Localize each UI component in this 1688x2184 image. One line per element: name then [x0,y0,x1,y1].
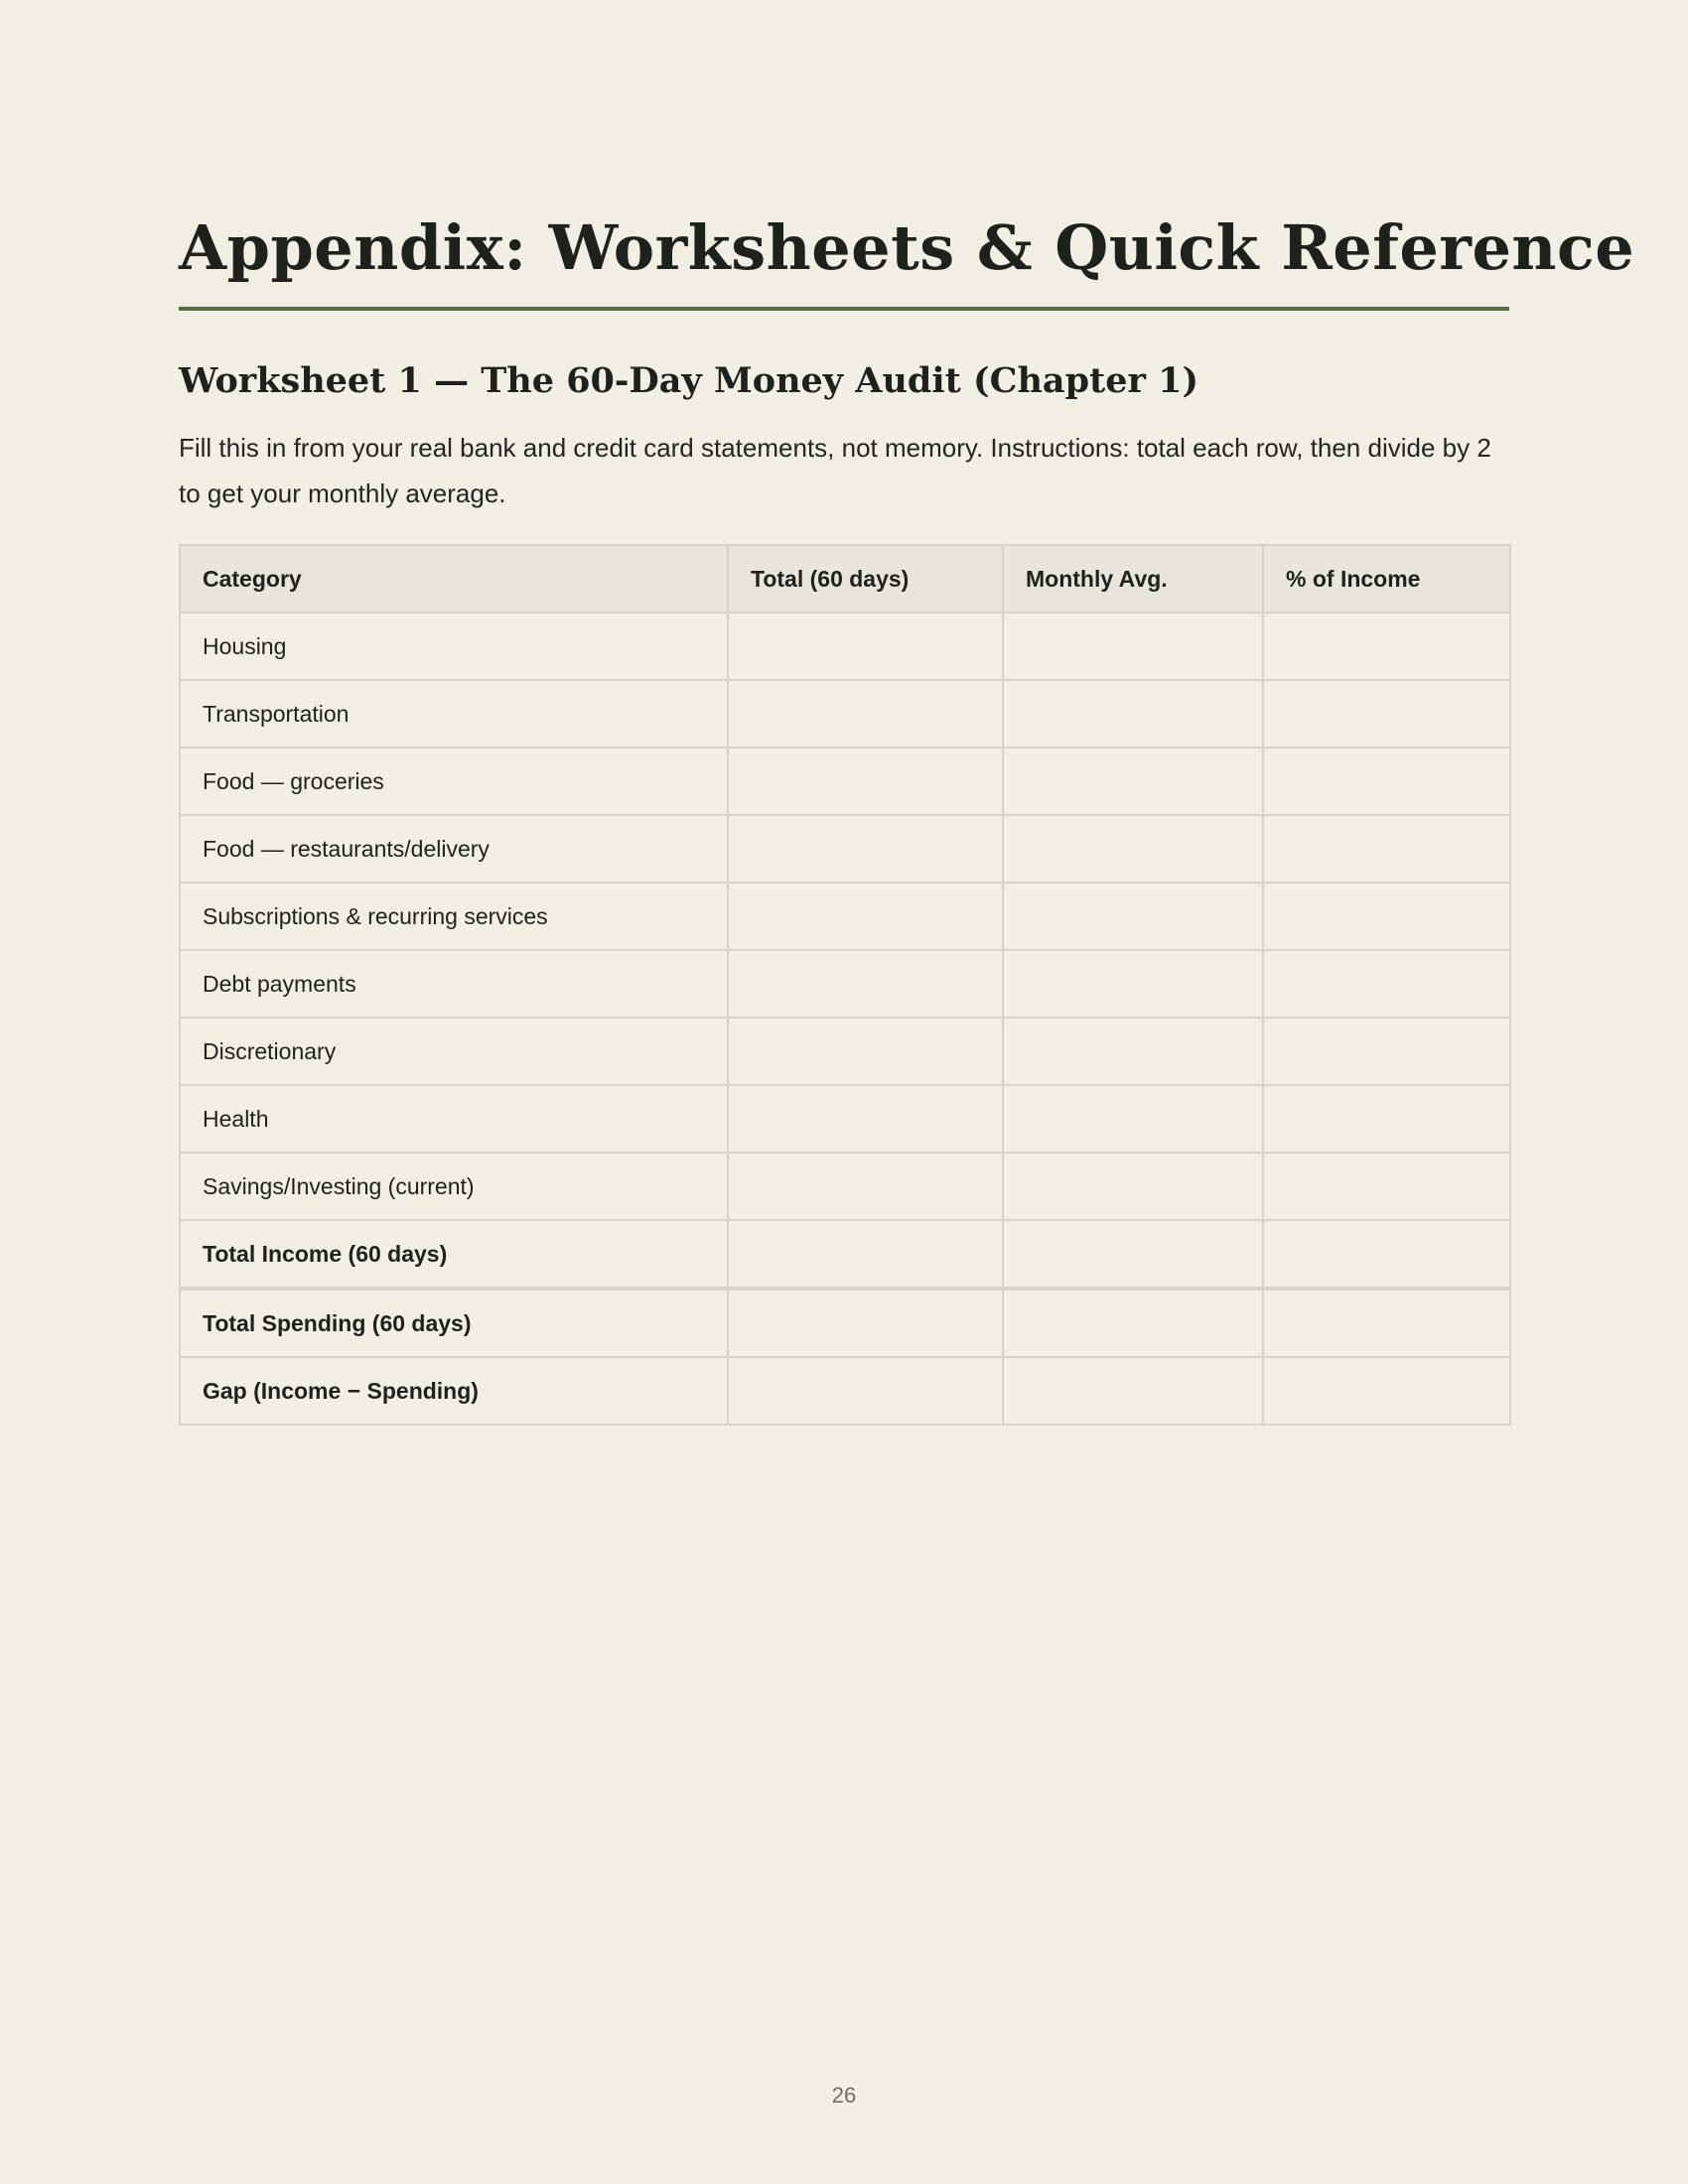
total-cell[interactable] [728,748,1003,815]
row-label: Debt payments [180,950,728,1018]
percent-income-cell[interactable] [1263,613,1510,680]
money-audit-table [179,544,1511,1426]
row-label: Food — restaurants/delivery [180,815,728,883]
row-label: Housing [180,613,728,680]
table-row [180,613,1510,680]
row-label: Subscriptions & recurring services [180,883,728,950]
total-cell[interactable] [728,1289,1003,1357]
percent-income-cell[interactable] [1263,680,1510,748]
percent-income-cell[interactable] [1263,883,1510,950]
percent-income-cell[interactable] [1263,1018,1510,1085]
row-label: Savings/Investing (current) [180,1153,728,1220]
total-cell[interactable] [728,1085,1003,1153]
monthly-avg-cell[interactable] [1003,1085,1263,1153]
summary-label: Total Income (60 days) [180,1220,728,1289]
page-number: 26 [831,2083,857,2108]
row-label: Transportation [180,680,728,748]
row-label: Health [180,1085,728,1153]
header-total-60-days: Total (60 days) [728,545,1003,613]
summary-label: Total Spending (60 days) [180,1289,728,1357]
monthly-avg-cell[interactable] [1003,1018,1263,1085]
monthly-avg-cell[interactable] [1003,950,1263,1018]
monthly-avg-cell[interactable] [1003,883,1263,950]
table-row [180,883,1510,950]
table-row [180,1153,1510,1220]
percent-income-cell[interactable] [1263,1357,1510,1425]
summary-row-total-income [180,1220,1510,1289]
table-row [180,950,1510,1018]
monthly-avg-cell[interactable] [1003,613,1263,680]
total-cell[interactable] [728,883,1003,950]
percent-income-cell[interactable] [1263,1289,1510,1357]
header-category: Category [180,545,728,613]
percent-income-cell[interactable] [1263,1153,1510,1220]
worksheet-instructions: Fill this in from your real bank and credit card statements, not memory. Instructions: total each row, then divide by 2 to get your monthly average. [179,433,1491,508]
total-cell[interactable] [728,680,1003,748]
summary-row-gap [180,1357,1510,1425]
header-monthly-avg: Monthly Avg. [1003,545,1263,613]
table-row [180,815,1510,883]
row-label: Discretionary [180,1018,728,1085]
worksheet-title: Worksheet 1 — The 60-Day Money Audit (Chapter 1) [179,360,1199,401]
percent-income-cell[interactable] [1263,950,1510,1018]
monthly-avg-cell[interactable] [1003,1220,1263,1289]
total-cell[interactable] [728,815,1003,883]
summary-row-total-spending [180,1289,1510,1357]
total-cell[interactable] [728,1357,1003,1425]
total-cell[interactable] [728,1153,1003,1220]
table-row [180,748,1510,815]
total-cell[interactable] [728,1220,1003,1289]
table-row [180,680,1510,748]
monthly-avg-cell[interactable] [1003,680,1263,748]
percent-income-cell[interactable] [1263,1085,1510,1153]
total-cell[interactable] [728,613,1003,680]
table-row [180,1085,1510,1153]
table-row [180,1018,1510,1085]
monthly-avg-cell[interactable] [1003,1357,1263,1425]
total-cell[interactable] [728,1018,1003,1085]
monthly-avg-cell[interactable] [1003,748,1263,815]
percent-income-cell[interactable] [1263,1220,1510,1289]
page-title: Appendix: Worksheets & Quick Reference [179,211,1635,284]
title-divider [179,307,1509,311]
summary-label: Gap (Income − Spending) [180,1357,728,1425]
row-label: Food — groceries [180,748,728,815]
table-header-row [180,545,1510,613]
monthly-avg-cell[interactable] [1003,1153,1263,1220]
monthly-avg-cell[interactable] [1003,815,1263,883]
header-percent-income: % of Income [1263,545,1510,613]
total-cell[interactable] [728,950,1003,1018]
percent-income-cell[interactable] [1263,815,1510,883]
percent-income-cell[interactable] [1263,748,1510,815]
monthly-avg-cell[interactable] [1003,1289,1263,1357]
